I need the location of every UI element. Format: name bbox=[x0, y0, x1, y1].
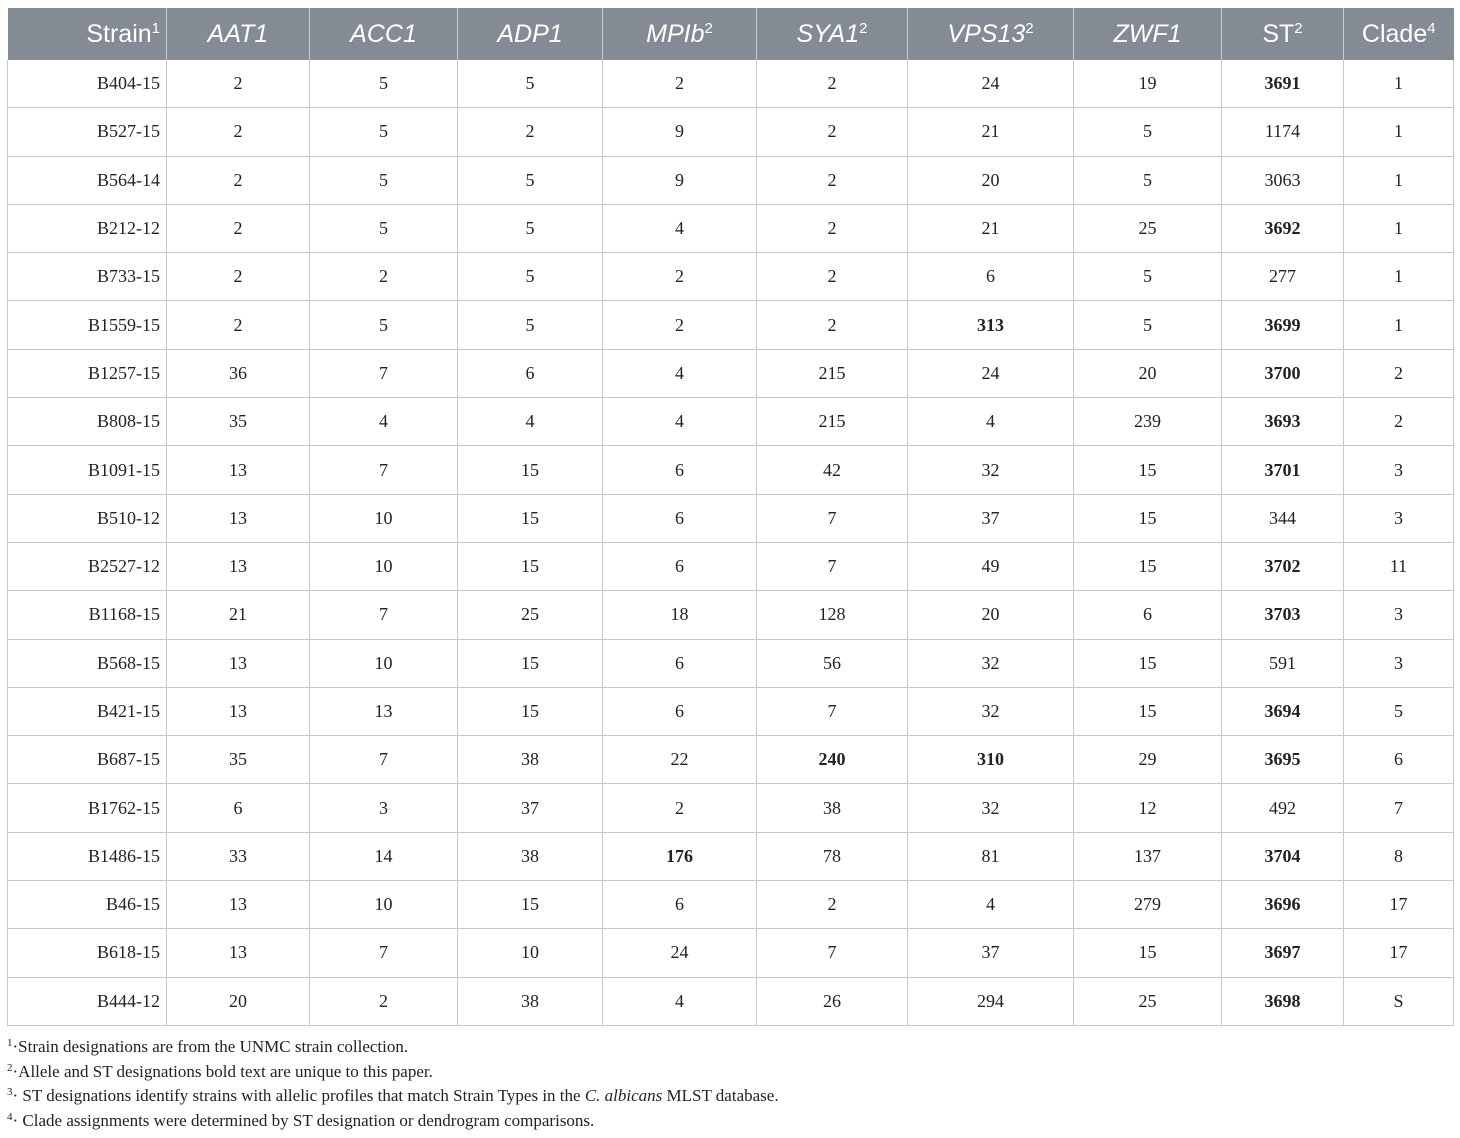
cell-clade: 1 bbox=[1344, 204, 1454, 252]
column-header-zwf1: ZWF1 bbox=[1074, 8, 1222, 60]
cell-vps13: 37 bbox=[908, 929, 1074, 977]
cell-acc1: 5 bbox=[310, 60, 458, 108]
cell-sya1: 2 bbox=[757, 156, 908, 204]
cell-adp1: 5 bbox=[458, 301, 603, 349]
table-row bbox=[8, 736, 1454, 784]
cell-adp1: 5 bbox=[458, 253, 603, 301]
footnote-4: $^4$· Clade assignments were determined by ST designation or dendrogram comparisons. bbox=[7, 1111, 595, 1131]
cell-sya1: 78 bbox=[757, 832, 908, 880]
cell-clade: 1 bbox=[1344, 253, 1454, 301]
cell-mpib: 6 bbox=[603, 446, 757, 494]
cell-vps13: 313 bbox=[908, 301, 1074, 349]
cell-st: 3697 bbox=[1222, 929, 1344, 977]
cell-vps13: 32 bbox=[908, 446, 1074, 494]
column-header-st: $ST^2$ bbox=[1222, 8, 1344, 60]
cell-st: 3703 bbox=[1222, 591, 1344, 639]
cell-acc1: 7 bbox=[310, 349, 458, 397]
cell-st: 3704 bbox=[1222, 832, 1344, 880]
cell-vps13: 37 bbox=[908, 494, 1074, 542]
cell-sya1: 7 bbox=[757, 929, 908, 977]
cell-clade: S bbox=[1344, 977, 1454, 1025]
cell-clade: 8 bbox=[1344, 832, 1454, 880]
strain-cell: B421-15 bbox=[8, 687, 167, 735]
cell-vps13: 24 bbox=[908, 60, 1074, 108]
table-row bbox=[8, 108, 1454, 156]
cell-mpib: 9 bbox=[603, 108, 757, 156]
cell-vps13: 81 bbox=[908, 832, 1074, 880]
cell-sya1: 38 bbox=[757, 784, 908, 832]
cell-clade: 11 bbox=[1344, 542, 1454, 590]
cell-sya1: 42 bbox=[757, 446, 908, 494]
cell-mpib: 22 bbox=[603, 736, 757, 784]
cell-adp1: 38 bbox=[458, 832, 603, 880]
cell-mpib: 2 bbox=[603, 60, 757, 108]
cell-zwf1: 6 bbox=[1074, 591, 1222, 639]
strain-cell: B733-15 bbox=[8, 253, 167, 301]
cell-sya1: 7 bbox=[757, 494, 908, 542]
table-row bbox=[8, 156, 1454, 204]
strain-cell: B1486-15 bbox=[8, 832, 167, 880]
cell-adp1: 25 bbox=[458, 591, 603, 639]
cell-zwf1: 239 bbox=[1074, 398, 1222, 446]
column-header-clade: Clade$^4$ bbox=[1344, 8, 1454, 60]
cell-sya1: 7 bbox=[757, 687, 908, 735]
cell-acc1: 5 bbox=[310, 156, 458, 204]
cell-aat1: 2 bbox=[167, 301, 310, 349]
cell-acc1: 10 bbox=[310, 494, 458, 542]
table-row bbox=[8, 929, 1454, 977]
cell-clade: 3 bbox=[1344, 591, 1454, 639]
cell-sya1: 2 bbox=[757, 108, 908, 156]
cell-zwf1: 25 bbox=[1074, 204, 1222, 252]
cell-mpib: 176 bbox=[603, 832, 757, 880]
table-row bbox=[8, 977, 1454, 1025]
cell-sya1: 215 bbox=[757, 349, 908, 397]
cell-sya1: 215 bbox=[757, 398, 908, 446]
mlst-table bbox=[7, 8, 1454, 1026]
cell-adp1: 15 bbox=[458, 542, 603, 590]
cell-acc1: 10 bbox=[310, 881, 458, 929]
cell-vps13: 4 bbox=[908, 881, 1074, 929]
footnote-2: $^2$·Allele and ST designations bold text are unique to this paper. bbox=[7, 1061, 433, 1081]
table-header bbox=[8, 8, 1454, 60]
cell-zwf1: 20 bbox=[1074, 349, 1222, 397]
cell-mpib: 2 bbox=[603, 301, 757, 349]
cell-mpib: 4 bbox=[603, 349, 757, 397]
cell-zwf1: 5 bbox=[1074, 108, 1222, 156]
cell-aat1: 13 bbox=[167, 929, 310, 977]
cell-sya1: 7 bbox=[757, 542, 908, 590]
table-row bbox=[8, 591, 1454, 639]
cell-zwf1: 15 bbox=[1074, 542, 1222, 590]
column-header-sya1: $SYA1^2$ bbox=[757, 8, 908, 60]
cell-clade: 7 bbox=[1344, 784, 1454, 832]
cell-aat1: 6 bbox=[167, 784, 310, 832]
cell-sya1: 128 bbox=[757, 591, 908, 639]
cell-mpib: 4 bbox=[603, 977, 757, 1025]
table-row bbox=[8, 446, 1454, 494]
cell-sya1: 2 bbox=[757, 253, 908, 301]
cell-st: 3702 bbox=[1222, 542, 1344, 590]
cell-acc1: 7 bbox=[310, 929, 458, 977]
cell-vps13: 310 bbox=[908, 736, 1074, 784]
cell-zwf1: 19 bbox=[1074, 60, 1222, 108]
strain-cell: B1257-15 bbox=[8, 349, 167, 397]
table-row bbox=[8, 832, 1454, 880]
cell-zwf1: 15 bbox=[1074, 687, 1222, 735]
cell-sya1: 2 bbox=[757, 60, 908, 108]
cell-clade: 3 bbox=[1344, 639, 1454, 687]
cell-clade: 2 bbox=[1344, 398, 1454, 446]
cell-zwf1: 29 bbox=[1074, 736, 1222, 784]
cell-st: 3694 bbox=[1222, 687, 1344, 735]
cell-adp1: 38 bbox=[458, 977, 603, 1025]
cell-adp1: 15 bbox=[458, 687, 603, 735]
cell-zwf1: 5 bbox=[1074, 253, 1222, 301]
cell-zwf1: 279 bbox=[1074, 881, 1222, 929]
table-row bbox=[8, 881, 1454, 929]
strain-cell: B1559-15 bbox=[8, 301, 167, 349]
cell-mpib: 24 bbox=[603, 929, 757, 977]
cell-vps13: 21 bbox=[908, 204, 1074, 252]
cell-st: 3691 bbox=[1222, 60, 1344, 108]
table-row bbox=[8, 60, 1454, 108]
table-row bbox=[8, 494, 1454, 542]
cell-zwf1: 15 bbox=[1074, 494, 1222, 542]
cell-sya1: 2 bbox=[757, 204, 908, 252]
strain-cell: B510-12 bbox=[8, 494, 167, 542]
cell-zwf1: 15 bbox=[1074, 639, 1222, 687]
cell-acc1: 2 bbox=[310, 253, 458, 301]
table-row bbox=[8, 301, 1454, 349]
column-header-acc1: ACC1 bbox=[310, 8, 458, 60]
footnotes bbox=[7, 1035, 779, 1134]
cell-zwf1: 137 bbox=[1074, 832, 1222, 880]
cell-aat1: 13 bbox=[167, 542, 310, 590]
cell-aat1: 13 bbox=[167, 494, 310, 542]
cell-clade: 1 bbox=[1344, 156, 1454, 204]
cell-aat1: 2 bbox=[167, 60, 310, 108]
column-header-adp1: ADP1 bbox=[458, 8, 603, 60]
cell-st: 1174 bbox=[1222, 108, 1344, 156]
strain-cell: B564-14 bbox=[8, 156, 167, 204]
table-row bbox=[8, 349, 1454, 397]
cell-clade: 1 bbox=[1344, 301, 1454, 349]
cell-acc1: 5 bbox=[310, 301, 458, 349]
cell-acc1: 5 bbox=[310, 204, 458, 252]
cell-adp1: 5 bbox=[458, 156, 603, 204]
cell-st: 344 bbox=[1222, 494, 1344, 542]
cell-mpib: 6 bbox=[603, 881, 757, 929]
cell-aat1: 20 bbox=[167, 977, 310, 1025]
cell-zwf1: 12 bbox=[1074, 784, 1222, 832]
table-row bbox=[8, 398, 1454, 446]
cell-clade: 3 bbox=[1344, 446, 1454, 494]
cell-vps13: 20 bbox=[908, 156, 1074, 204]
footnote-1: $^1$·Strain designations are from the UNMC strain collection. bbox=[7, 1037, 409, 1056]
table-row bbox=[8, 542, 1454, 590]
column-header-aat1: AAT1 bbox=[167, 8, 310, 60]
cell-aat1: 35 bbox=[167, 736, 310, 784]
cell-vps13: 49 bbox=[908, 542, 1074, 590]
cell-adp1: 6 bbox=[458, 349, 603, 397]
cell-st: 277 bbox=[1222, 253, 1344, 301]
cell-acc1: 5 bbox=[310, 108, 458, 156]
cell-adp1: 15 bbox=[458, 639, 603, 687]
strain-cell: B2527-12 bbox=[8, 542, 167, 590]
cell-acc1: 14 bbox=[310, 832, 458, 880]
cell-adp1: 37 bbox=[458, 784, 603, 832]
cell-st: 591 bbox=[1222, 639, 1344, 687]
cell-adp1: 38 bbox=[458, 736, 603, 784]
cell-aat1: 33 bbox=[167, 832, 310, 880]
cell-aat1: 2 bbox=[167, 253, 310, 301]
cell-sya1: 2 bbox=[757, 301, 908, 349]
strain-cell: B1168-15 bbox=[8, 591, 167, 639]
strain-cell: B444-12 bbox=[8, 977, 167, 1025]
cell-clade: 2 bbox=[1344, 349, 1454, 397]
cell-adp1: 15 bbox=[458, 881, 603, 929]
cell-vps13: 32 bbox=[908, 639, 1074, 687]
cell-sya1: 2 bbox=[757, 881, 908, 929]
cell-acc1: 4 bbox=[310, 398, 458, 446]
cell-clade: 3 bbox=[1344, 494, 1454, 542]
cell-st: 492 bbox=[1222, 784, 1344, 832]
cell-clade: 17 bbox=[1344, 929, 1454, 977]
strain-cell: B404-15 bbox=[8, 60, 167, 108]
table-row bbox=[8, 784, 1454, 832]
cell-st: 3699 bbox=[1222, 301, 1344, 349]
cell-aat1: 13 bbox=[167, 639, 310, 687]
cell-vps13: 32 bbox=[908, 687, 1074, 735]
cell-acc1: 7 bbox=[310, 446, 458, 494]
cell-st: 3701 bbox=[1222, 446, 1344, 494]
cell-adp1: 2 bbox=[458, 108, 603, 156]
cell-vps13: 32 bbox=[908, 784, 1074, 832]
cell-mpib: 9 bbox=[603, 156, 757, 204]
cell-clade: 6 bbox=[1344, 736, 1454, 784]
cell-mpib: 4 bbox=[603, 204, 757, 252]
cell-sya1: 26 bbox=[757, 977, 908, 1025]
cell-acc1: 7 bbox=[310, 736, 458, 784]
strain-cell: B527-15 bbox=[8, 108, 167, 156]
cell-vps13: 20 bbox=[908, 591, 1074, 639]
strain-cell: B212-12 bbox=[8, 204, 167, 252]
strain-cell: B568-15 bbox=[8, 639, 167, 687]
cell-adp1: 5 bbox=[458, 60, 603, 108]
cell-acc1: 10 bbox=[310, 639, 458, 687]
table-row bbox=[8, 639, 1454, 687]
cell-acc1: 2 bbox=[310, 977, 458, 1025]
cell-acc1: 13 bbox=[310, 687, 458, 735]
cell-vps13: 24 bbox=[908, 349, 1074, 397]
cell-aat1: 13 bbox=[167, 687, 310, 735]
cell-zwf1: 15 bbox=[1074, 929, 1222, 977]
cell-st: 3698 bbox=[1222, 977, 1344, 1025]
strain-cell: B808-15 bbox=[8, 398, 167, 446]
cell-adp1: 15 bbox=[458, 494, 603, 542]
cell-st: 3700 bbox=[1222, 349, 1344, 397]
cell-aat1: 36 bbox=[167, 349, 310, 397]
cell-zwf1: 5 bbox=[1074, 301, 1222, 349]
table-row bbox=[8, 253, 1454, 301]
cell-aat1: 2 bbox=[167, 204, 310, 252]
strain-cell: B46-15 bbox=[8, 881, 167, 929]
cell-adp1: 5 bbox=[458, 204, 603, 252]
cell-clade: 1 bbox=[1344, 108, 1454, 156]
strain-cell: B618-15 bbox=[8, 929, 167, 977]
cell-aat1: 2 bbox=[167, 156, 310, 204]
cell-clade: 1 bbox=[1344, 60, 1454, 108]
cell-aat1: 21 bbox=[167, 591, 310, 639]
cell-zwf1: 15 bbox=[1074, 446, 1222, 494]
cell-clade: 17 bbox=[1344, 881, 1454, 929]
cell-st: 3693 bbox=[1222, 398, 1344, 446]
cell-adp1: 4 bbox=[458, 398, 603, 446]
cell-zwf1: 25 bbox=[1074, 977, 1222, 1025]
footnote-3: $^3$· ST designations identify strains with allelic profiles that match Strain Types in the C. albicans MLST database. bbox=[7, 1086, 779, 1106]
cell-adp1: 10 bbox=[458, 929, 603, 977]
cell-zwf1: 5 bbox=[1074, 156, 1222, 204]
cell-mpib: 18 bbox=[603, 591, 757, 639]
cell-aat1: 35 bbox=[167, 398, 310, 446]
cell-clade: 5 bbox=[1344, 687, 1454, 735]
cell-mpib: 6 bbox=[603, 639, 757, 687]
cell-st: 3063 bbox=[1222, 156, 1344, 204]
mlst-table-container bbox=[7, 8, 1453, 1026]
cell-st: 3696 bbox=[1222, 881, 1344, 929]
cell-mpib: 6 bbox=[603, 687, 757, 735]
cell-acc1: 3 bbox=[310, 784, 458, 832]
cell-aat1: 13 bbox=[167, 446, 310, 494]
cell-acc1: 10 bbox=[310, 542, 458, 590]
cell-adp1: 15 bbox=[458, 446, 603, 494]
cell-sya1: 56 bbox=[757, 639, 908, 687]
cell-mpib: 6 bbox=[603, 542, 757, 590]
cell-vps13: 4 bbox=[908, 398, 1074, 446]
column-header-strain: Strain$^1$ bbox=[8, 8, 167, 60]
strain-cell: B1762-15 bbox=[8, 784, 167, 832]
header-row bbox=[8, 8, 1454, 60]
cell-mpib: 4 bbox=[603, 398, 757, 446]
column-header-mpib: MPIb$^2$ bbox=[603, 8, 757, 60]
cell-aat1: 13 bbox=[167, 881, 310, 929]
cell-sya1: 240 bbox=[757, 736, 908, 784]
cell-mpib: 6 bbox=[603, 494, 757, 542]
cell-vps13: 6 bbox=[908, 253, 1074, 301]
cell-mpib: 2 bbox=[603, 253, 757, 301]
cell-acc1: 7 bbox=[310, 591, 458, 639]
cell-aat1: 2 bbox=[167, 108, 310, 156]
cell-vps13: 21 bbox=[908, 108, 1074, 156]
table-row bbox=[8, 687, 1454, 735]
strain-cell: B687-15 bbox=[8, 736, 167, 784]
cell-st: 3695 bbox=[1222, 736, 1344, 784]
column-header-vps13: $VPS13^2$ bbox=[908, 8, 1074, 60]
strain-cell: B1091-15 bbox=[8, 446, 167, 494]
table-row bbox=[8, 204, 1454, 252]
cell-mpib: 2 bbox=[603, 784, 757, 832]
cell-st: 3692 bbox=[1222, 204, 1344, 252]
table-body bbox=[8, 60, 1454, 1025]
cell-vps13: 294 bbox=[908, 977, 1074, 1025]
